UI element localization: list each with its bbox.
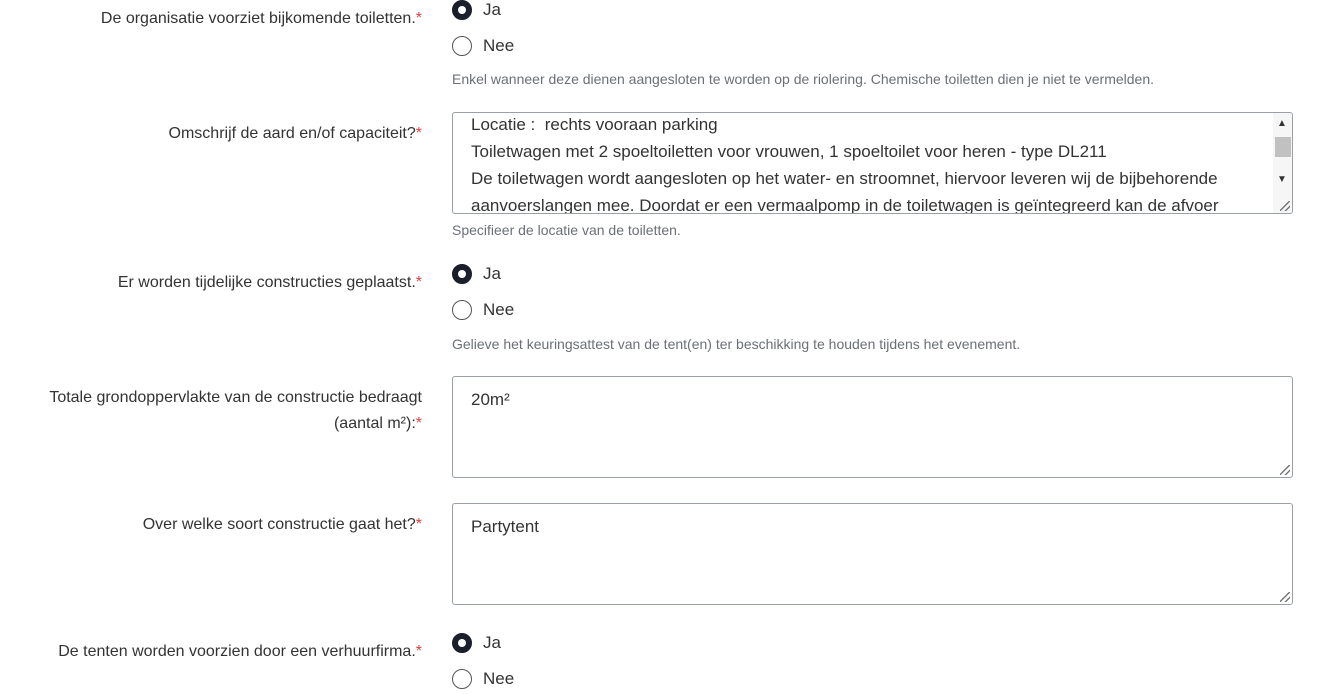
toiletten-label bbox=[12, 6, 422, 32]
resize-handle-icon[interactable] bbox=[1280, 201, 1290, 211]
toiletten-option-nee[interactable] bbox=[452, 34, 514, 58]
resize-handle-icon[interactable] bbox=[1280, 592, 1290, 602]
scrollbar-thumb[interactable] bbox=[1275, 137, 1291, 157]
constructies-option-nee-label: Nee bbox=[483, 300, 515, 319]
toiletten-label-text: De organisatie voorziet bijkomende toiletten. bbox=[100, 10, 416, 27]
radio-unchecked-icon[interactable] bbox=[452, 300, 472, 320]
soort-textarea[interactable] bbox=[452, 503, 1293, 605]
oppervlakte-label-line2: (aantal m²): bbox=[333, 415, 416, 432]
aard-label-text: Omschrijf de aard en/of capaciteit? bbox=[168, 125, 416, 142]
radio-checked-icon[interactable] bbox=[452, 0, 472, 20]
constructies-option-nee[interactable] bbox=[452, 298, 514, 322]
constructies-help-text: Gelieve het keuringsattest van de tent(en) ter beschikking te houden tijdens het evenement. bbox=[452, 336, 1021, 352]
required-asterisk: * bbox=[415, 643, 422, 660]
aard-line-1: Locatie : rechts vooraan parking bbox=[471, 115, 718, 134]
constructies-label-text: Er worden tijdelijke constructies geplaatst. bbox=[117, 274, 416, 291]
constructies-label bbox=[12, 270, 422, 296]
verhuurfirma-label bbox=[12, 639, 422, 665]
oppervlakte-label-line1: Totale grondoppervlakte van de constructie bedraagt bbox=[49, 389, 422, 406]
aard-line-4: aanvoerslangen mee. Doordat er een vermaalpomp in de toiletwagen is geïntegreerd kan de afvoer bbox=[471, 196, 1219, 214]
scroll-up-arrow-icon[interactable]: ▲ bbox=[1277, 118, 1287, 129]
scroll-down-arrow-icon[interactable]: ▼ bbox=[1277, 174, 1287, 185]
oppervlakte-value: 20m² bbox=[471, 390, 510, 409]
oppervlakte-textarea[interactable] bbox=[452, 376, 1293, 478]
aard-label bbox=[12, 121, 422, 147]
aard-scrollbar[interactable] bbox=[1273, 113, 1292, 213]
toiletten-option-nee-label: Nee bbox=[483, 36, 515, 55]
aard-textarea[interactable] bbox=[452, 112, 1293, 214]
radio-unchecked-icon[interactable] bbox=[452, 36, 472, 56]
oppervlakte-label bbox=[12, 385, 422, 437]
required-asterisk: * bbox=[415, 125, 422, 142]
toiletten-option-ja-label: Ja bbox=[483, 0, 501, 19]
soort-value: Partytent bbox=[471, 517, 540, 536]
verhuurfirma-option-nee-label: Nee bbox=[483, 669, 515, 688]
soort-label bbox=[12, 512, 422, 538]
radio-checked-icon[interactable] bbox=[452, 264, 472, 284]
required-asterisk: * bbox=[415, 10, 422, 27]
constructies-option-ja[interactable] bbox=[452, 262, 501, 286]
resize-handle-icon[interactable] bbox=[1280, 465, 1290, 475]
required-asterisk: * bbox=[415, 415, 422, 432]
constructies-option-ja-label: Ja bbox=[483, 264, 501, 283]
aard-line-2: Toiletwagen met 2 spoeltoiletten voor vrouwen, 1 spoeltoilet voor heren - type DL211 bbox=[471, 142, 1107, 161]
verhuurfirma-option-ja[interactable] bbox=[452, 631, 501, 655]
toiletten-option-ja[interactable] bbox=[452, 0, 501, 22]
aard-line-3: De toiletwagen wordt aangesloten op het water- en stroomnet, hiervoor leveren wij de bijbehorende bbox=[471, 169, 1218, 188]
aard-help-text: Specifieer de locatie van de toiletten. bbox=[452, 222, 681, 238]
required-asterisk: * bbox=[415, 274, 422, 291]
verhuurfirma-option-ja-label: Ja bbox=[483, 633, 501, 652]
toiletten-help-text: Enkel wanneer deze dienen aangesloten te worden op de riolering. Chemische toiletten dien je niet te vermelden. bbox=[452, 71, 1155, 87]
soort-label-text: Over welke soort constructie gaat het? bbox=[142, 516, 416, 533]
verhuurfirma-option-nee[interactable] bbox=[452, 667, 514, 691]
verhuurfirma-label-text: De tenten worden voorzien door een verhuurfirma. bbox=[58, 643, 416, 660]
radio-unchecked-icon[interactable] bbox=[452, 669, 472, 689]
oppervlakte-label-line2-wrap bbox=[12, 411, 422, 437]
required-asterisk: * bbox=[415, 516, 422, 533]
radio-checked-icon[interactable] bbox=[452, 633, 472, 653]
